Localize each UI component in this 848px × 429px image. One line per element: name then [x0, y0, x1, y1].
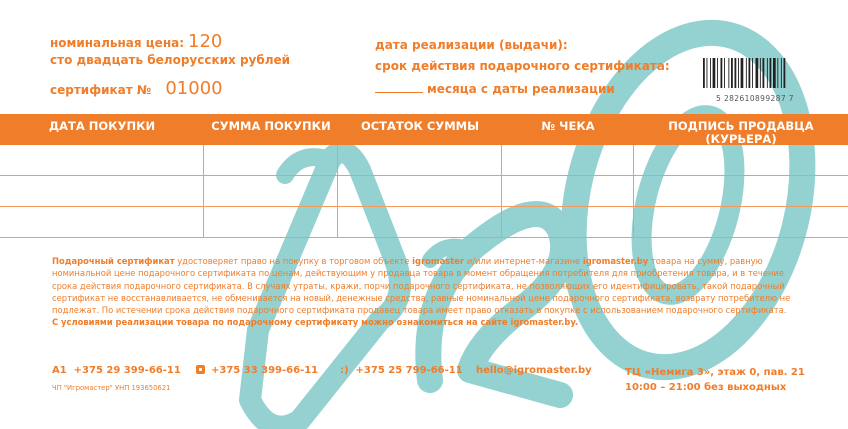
table-cell[interactable] — [338, 145, 502, 175]
terms-paragraph — [52, 255, 796, 316]
table-cell[interactable] — [204, 176, 338, 206]
table-cell[interactable] — [338, 176, 502, 206]
validity-line — [375, 80, 670, 101]
a1-operator-icon: A1 — [52, 365, 67, 376]
table-row — [0, 207, 848, 238]
table-header — [0, 114, 848, 145]
validity-label: срок действия подарочного сертификата: — [375, 59, 670, 73]
sale-date-label: дата реализации (выдачи): — [375, 38, 568, 52]
validity-suffix: месяца с даты реализации — [427, 82, 615, 96]
table-row — [0, 176, 848, 207]
life-phone[interactable]: +375 25 799-66-11 — [355, 365, 463, 376]
contact-life — [340, 365, 463, 376]
barcode — [702, 58, 798, 88]
contact-a1 — [52, 365, 181, 376]
table-cell[interactable] — [634, 207, 848, 237]
terms-text-part: удостоверяет право на покупку в торговом объекте — [174, 256, 413, 266]
terms-text-part: и/или интернет-магазине — [464, 256, 583, 266]
table-cell[interactable] — [204, 145, 338, 175]
table-cell[interactable] — [338, 207, 502, 237]
table-cell[interactable] — [634, 176, 848, 206]
email-link[interactable]: hello@igromaster.by — [476, 365, 592, 376]
nominal-words: сто двадцать белорусских рублей — [50, 53, 291, 67]
store-hours: 10:00 – 21:00 без выходных — [625, 382, 787, 393]
table-cell[interactable] — [502, 207, 634, 237]
a1-phone[interactable]: +375 29 399-66-11 — [73, 365, 181, 376]
nominal-line — [50, 31, 290, 53]
column-header-date: ДАТА ПОКУПКИ — [48, 119, 156, 133]
brand-name: igromaster — [412, 256, 465, 266]
table-row — [0, 145, 848, 176]
store-address: ТЦ «Немига 3», этаж 0, пав. 21 — [625, 367, 805, 378]
terms-text — [52, 255, 796, 329]
terms-lead: Подарочный сертификат — [52, 256, 175, 266]
certificate-number-line — [50, 78, 290, 100]
header-right — [375, 38, 670, 101]
table-cell[interactable] — [0, 145, 204, 175]
barcode-number: 5 282610899287 7 — [716, 94, 794, 103]
store-address-block — [625, 365, 805, 395]
validity-blank-field — [375, 80, 423, 93]
certificate-number: 01000 — [165, 78, 223, 99]
column-header-receipt: № ЧЕКА — [541, 119, 595, 133]
column-header-signature: ПОДПИСЬ ПРОДАВЦА (КУРЬЕРА) — [668, 119, 814, 146]
table-cell[interactable] — [502, 176, 634, 206]
column-header-balance: ОСТАТОК СУММЫ — [360, 119, 480, 133]
mts-phone[interactable]: +375 33 399-66-11 — [211, 365, 319, 376]
table-cell[interactable] — [204, 207, 338, 237]
terms-text-part: товара на сумму, равную номинальной цене подарочного сертификата по ценам, действующим у продавца товара в момент обращения потребителя для приобретения товара, и в течение срока действия подарочного сертификата. В случаях утраты, кражи, порчи подарочного сертификата, не позволяющих его идентифицировать, такой подарочный сертификат не восстанавливается, не обменивается на новый, денежные средства, равные номинальной цене подарочного сертификата, возврату потребителю не подлежат. По истечении срока действия подарочного сертификата продавец товара имеет право отказать в покупке с использованием подарочного сертификата. — [52, 256, 791, 316]
conditions-note: С условиями реализации товара по подарочному сертификату можно ознакомиться на сайте igromaster.by. — [52, 317, 579, 328]
life-operator-icon: :) — [340, 365, 349, 376]
contact-mts — [196, 365, 318, 376]
table-cell[interactable] — [0, 207, 204, 237]
site-link[interactable]: igromaster.by — [582, 256, 649, 266]
mts-operator-icon — [196, 365, 205, 374]
usage-table — [0, 114, 848, 238]
table-cell[interactable] — [0, 176, 204, 206]
column-header-amount: СУММА ПОКУПКИ — [211, 119, 331, 133]
table-cell[interactable] — [502, 145, 634, 175]
legal-info: ЧП "Игромастер" УНП 193650621 — [52, 384, 171, 392]
certificate-label: сертификат № — [50, 83, 152, 97]
table-cell[interactable] — [634, 145, 848, 175]
nominal-value: 120 — [188, 31, 223, 52]
header-left — [50, 31, 291, 100]
nominal-label: номинальная цена: — [50, 36, 185, 50]
terms-conditions-note — [52, 316, 796, 328]
